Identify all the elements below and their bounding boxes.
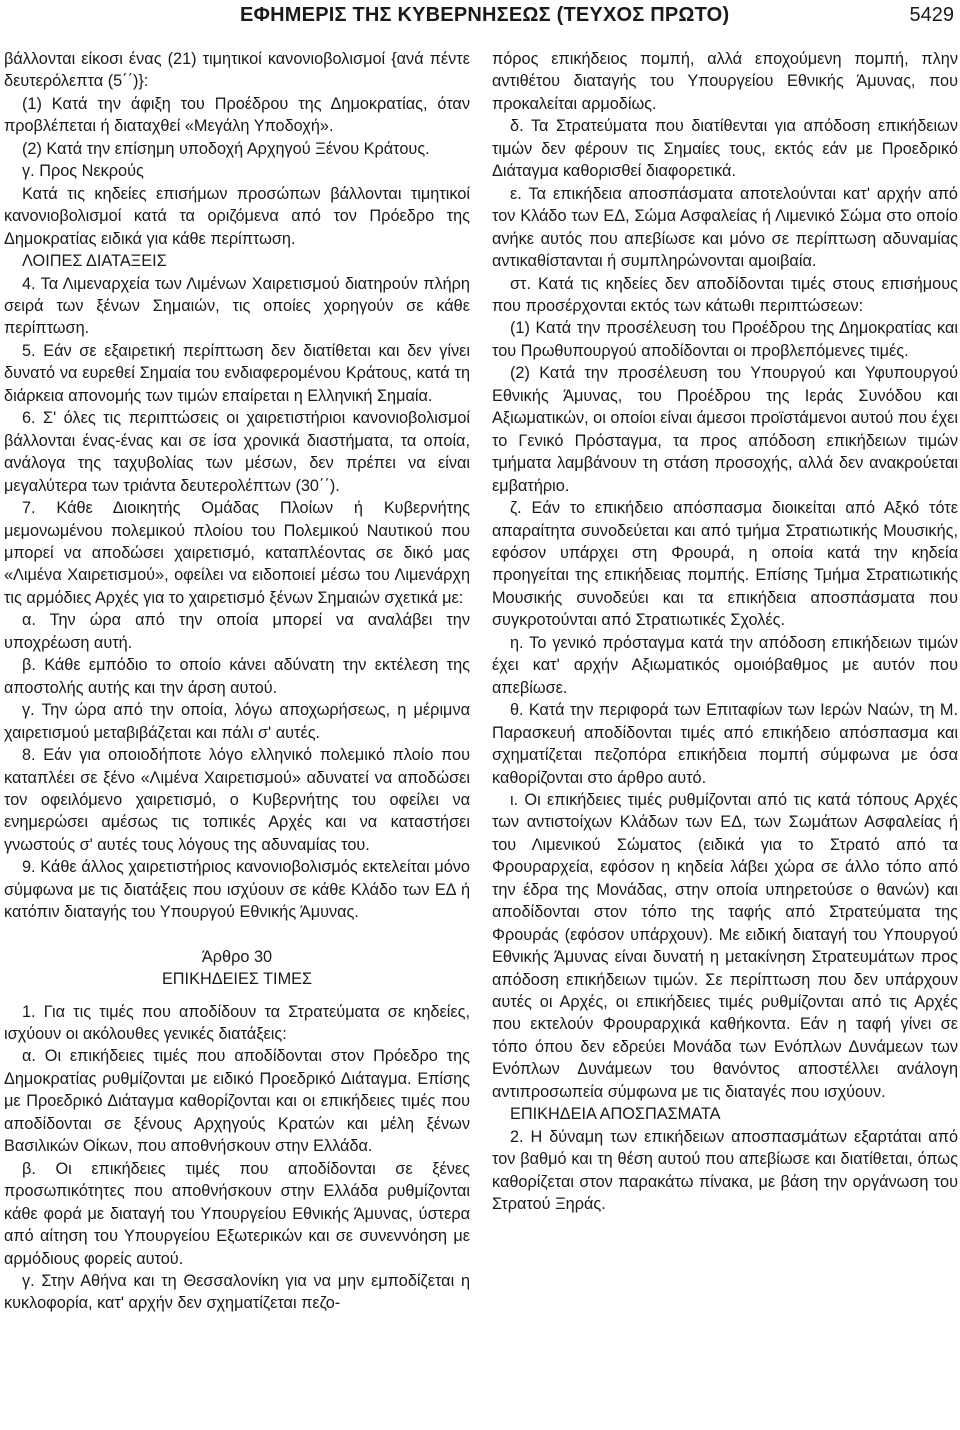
- paragraph: βάλλονται είκοσι ένας (21) τιμητικοί κανονιοβολισμοί {ανά πέντε δευτερόλεπτα (5΄΄)}:: [4, 50, 470, 91]
- article-number: Άρθρο 30: [201, 947, 273, 966]
- paragraph: α. Οι επικήδειες τιμές που αποδίδονται στον Πρόεδρο της Δημοκρατίας ρυθμίζονται με ειδικό Προεδρικό Διάταγμα. Επίσης με Προεδρικό Διάταγμα καθορίζονται και οι επικήδειες τιμές που αποδίδονται σε ξένους Αρχηγούς Κρατών και μέλη ξένων Βασιλικών Οίκων, που αποθνήσκουν στην Ελλάδα.: [4, 1047, 470, 1156]
- paragraph: (1) Κατά την άφιξη του Προέδρου της Δημοκρατίας, όταν προβλέπεται ή διαταχθεί «Μεγάλη Υποδοχή».: [4, 94, 470, 136]
- paragraph: β. Κάθε εμπόδιο το οποίο κάνει αδύνατη την εκτέλεση της αποστολής αυτής και την άρση αυτού.: [4, 656, 470, 697]
- paragraph: 9. Κάθε άλλος χαιρετιστήριος κανονιοβολισμός εκτελείται μόνο σύμφωνα με τις διατάξεις που ισχύουν σε κάθε Κλάδο των ΕΔ ή κατόπιν διαταγής του Υπουργού Εθνικής Άμυνας.: [4, 858, 470, 922]
- paragraph: (1) Κατά την προσέλευση του Προέδρου της Δημοκρατίας και του Πρωθυπουργού αποδίδονται οι προβλεπόμενες τιμές.: [492, 319, 958, 360]
- paragraph: Κατά τις κηδείες επισήμων προσώπων βάλλονται τιμητικοί κανονιοβολισμοί κατά τα οριζόμενα από τον Πρόεδρο της Δημοκρατίας ειδικά για κάθε περίπτωση.: [4, 184, 470, 248]
- paragraph: η. Το γενικό πρόσταγμα κατά την απόδοση επικήδειων τιμών έχει κατ' αρχήν Αξιωματικός ομοιόβαθμος με αυτόν που απεβίωσε.: [492, 633, 958, 697]
- paragraph: ι. Οι επικήδειες τιμές ρυθμίζονται από τις κατά τόπους Αρχές των αντιστοίχων Κλάδων των ΕΔ, των Σωμάτων Ασφαλείας ή του Λιμενικού Σώματος (ειδικά για το Στρατό από τα Φρουραρχεία, εφόσον η κηδεία λάβει χώρα σε άλλο τόπο από την έδρα της Μονάδας, στην οποία υπηρετούσε ο θανών) και αποδίδονται στον τόπο της ταφής από Στρατεύματα της Φρουράς (εφόσον υπάρχουν). Με ειδική διαταγή του Υπουργού Εθνικής Άμυνας είναι δυνατή η μετακίνηση Στρατευμάτων προς απόδοση επικήδειων τιμών. Σε περίπτωση που δεν υπάρχουν αυτές οι Αρχές, οι επικήδειες τιμές ρυθμίζονται από τις Αρχές που εκτελούν Φρουραρχικά καθήκοντα. Εάν η ταφή γίνει σε τόπο όπου δεν εδρεύει Μονάδα των Ενόπλων Δυνάμεων των Ενόπλων Δυνάμεων του θανόντος αποστέλλει ανάλογη αντιπροσωπεία σύμφωνα με τις διαταγές που ισχύουν.: [492, 790, 958, 1101]
- section-heading: ΛΟΙΠΕΣ ΔΙΑΤΑΞΕΙΣ: [22, 252, 167, 271]
- paragraph: πόρος επικήδειος πομπή, αλλά εποχούμενη πομπή, πλην αντιθέτου διαταγής του Υπουργείου Εθνικής Άμυνας, που προκαλείται αρμοδίως.: [492, 50, 958, 113]
- article-title: ΕΠΙΚΗΔΕΙΕΣ ΤΙΜΕΣ: [161, 970, 313, 989]
- paragraph: στ. Κατά τις κηδείες δεν αποδίδονται τιμές στους επισήμους που προσέρχονται εκτός των κάτωθι περιπτώσεων:: [492, 274, 958, 315]
- paragraph: ζ. Εάν το επικήδειο απόσπασμα διοικείται από Αξκό τότε απαραίτητα συνοδεύεται και από τμήμα Στρατιωτικής Μουσικής, εφόσον υπάρχει στη Φρουρά, η οποία κατά την κηδεία προηγείται της επικήδειας πομπής. Επίσης Τμήμα Στρατιωτικής Μουσικής συνοδεύει και τα επικήδεια αποσπάσματα που συγκροτούνται από Στρατιωτικές Σχολές.: [492, 499, 958, 630]
- paragraph: 1. Για τις τιμές που αποδίδουν τα Στρατεύματα σε κηδείες, ισχύουν οι ακόλουθες γενικές διατάξεις:: [4, 1002, 470, 1044]
- paragraph: γ. Στην Αθήνα και τη Θεσσαλονίκη για να μην εμποδίζεται η κυκλοφορία, κατ' αρχήν δεν σχηματίζεται πεζο-: [4, 1272, 470, 1313]
- right-column: [492, 48, 958, 1216]
- paragraph: (2) Κατά την επίσημη υποδοχή Αρχηγού Ξένου Κράτους.: [22, 139, 430, 158]
- paragraph: 4. Τα Λιμεναρχεία των Λιμένων Χαιρετισμού διατηρούν πλήρη σειρά των ξένων Σημαιών, τις οποίες χορηγούν σε κάθε περίπτωση.: [4, 274, 470, 338]
- paragraph: ε. Τα επικήδεια αποσπάσματα αποτελούνται κατ' αρχήν από τον Κλάδο των ΕΔ, Σώμα Ασφαλείας ή Λιμενικό Σώμα στο οποίο ανήκε αυτός που απεβίωσε και μόνο σε περίπτωση αδυναμίας αντικαθίστανται ή συμπληρώνονται αμοιβαία.: [492, 184, 958, 271]
- page-header: [0, 0, 960, 36]
- paragraph: θ. Κατά την περιφορά των Επιταφίων των Ιερών Ναών, τη Μ. Παρασκευή αποδίδονται τιμές από επικήδειο απόσπασμα και σχηματίζεται πεζοπόρα επικήδεια πομπή σύμφωνα με όσα καθορίζονται στο άρθρο αυτό.: [492, 701, 958, 787]
- paragraph: 5. Εάν σε εξαιρετική περίπτωση δεν διατίθεται και δεν γίνει δυνατό να ευρεθεί Σημαία του ενδιαφερομένου Κράτους, κατά τη διάρκεια απονομής των τιμών επαίρεται η Ελληνική Σημαία.: [4, 341, 470, 405]
- section-heading: ΕΠΙΚΗΔΕΙΑ ΑΠΟΣΠΑΣΜΑΤΑ: [510, 1105, 721, 1124]
- gazette-title: ΕΦΗΜΕΡΙΣ ΤΗΣ ΚΥΒΕΡΝΗΣΕΩΣ (ΤΕΥΧΟΣ ΠΡΩΤΟ): [240, 4, 730, 26]
- paragraph: (2) Κατά την προσέλευση του Υπουργού και Υφυπουργού Εθνικής Άμυνας, του Προέδρου της Ιεράς Συνόδου και Αξιωματικών, οι οποίοι είναι άμεσοι προϊστάμενοι αυτού που έχει το Γενικό Πρόσταγμα, τα προς απόδοση επικήδειων τιμών τμήματα λαμβάνουν τη στάση προσοχής, αλλά δεν ανακρούεται εμβατήριο.: [492, 364, 958, 495]
- paragraph: 6. Σ' όλες τις περιπτώσεις οι χαιρετιστήριοι κανονιοβολισμοί βάλλονται ένας-ένας και σε ίσα χρονικά διαστήματα, τα οποία, ανάλογα της ταχυβολίας των μέσων, δεν πρέπει να είναι μεγαλύτερα των τριάντα δευτερολέπτων (30΄΄).: [4, 409, 470, 495]
- paragraph: 2. Η δύναμη των επικήδειων αποσπασμάτων εξαρτάται από τον βαθμό και τη θέση αυτού που απεβίωσε και διατίθεται, όπως καθορίζεται στον παρακάτω πίνακα, με βάση την οργάνωση του Στρατού Ξηράς.: [492, 1127, 958, 1214]
- paragraph: δ. Τα Στρατεύματα που διατίθενται για απόδοση επικήδειων τιμών δεν φέρουν τις Σημαίες τους, εκτός εάν με Προεδρικό Διάταγμα καθορισθεί διαφορετικά.: [492, 117, 958, 181]
- paragraph: 7. Κάθε Διοικητής Ομάδας Πλοίων ή Κυβερνήτης μεμονωμένου πολεμικού πλοίου του Πολεμικού Ναυτικού που μπορεί να αποδώσει χαιρετισμό, καταπλέοντας σε δικό μας «Λιμένα Χαιρετισμού», οφείλει να ειδοποιεί μέσω του Λιμενάρχη τις αρμόδιες Αρχές για το χαιρετισμό ξένων Σημαιών σχετικά με:: [4, 499, 470, 607]
- paragraph: α. Την ώρα από την οποία μπορεί να αναλάβει την υποχρέωση αυτή.: [4, 611, 470, 652]
- paragraph: γ. Την ώρα από την οποία, λόγω αποχωρήσεως, η μέριμνα χαιρετισμού μεταβιβάζεται και πάλι σ' αυτές.: [4, 701, 470, 742]
- subheading: γ. Προς Νεκρούς: [22, 162, 144, 181]
- page-number: 5429: [909, 4, 954, 26]
- left-column: [4, 48, 470, 1315]
- paragraph: 8. Εάν για οποιοδήποτε λόγο ελληνικό πολεμικό πλοίο που καταπλέει σε ξένο «Λιμένα Χαιρετισμού» αδυνατεί να αποδώσει τον οφειλόμενο χαιρετισμό, ο Κυβερνήτης του οφείλει να ενημερώσει αμέσως τις τοπικές Αρχές και να καταστήσει γνωστούς σ' αυτές τους λόγους της αδυναμίας του.: [4, 746, 470, 854]
- paragraph: β. Οι επικήδειες τιμές που αποδίδονται σε ξένες προσωπικότητες που αποθνήσκουν στην Ελλάδα ρυθμίζονται κάθε φορά με διαταγή του Υπουργείου Εθνικής Άμυνας, ύστερα από αίτηση του Υπουργείου Εξωτερικών και σε συνεννόηση με αρμόδιους φορείς αυτού.: [4, 1159, 470, 1268]
